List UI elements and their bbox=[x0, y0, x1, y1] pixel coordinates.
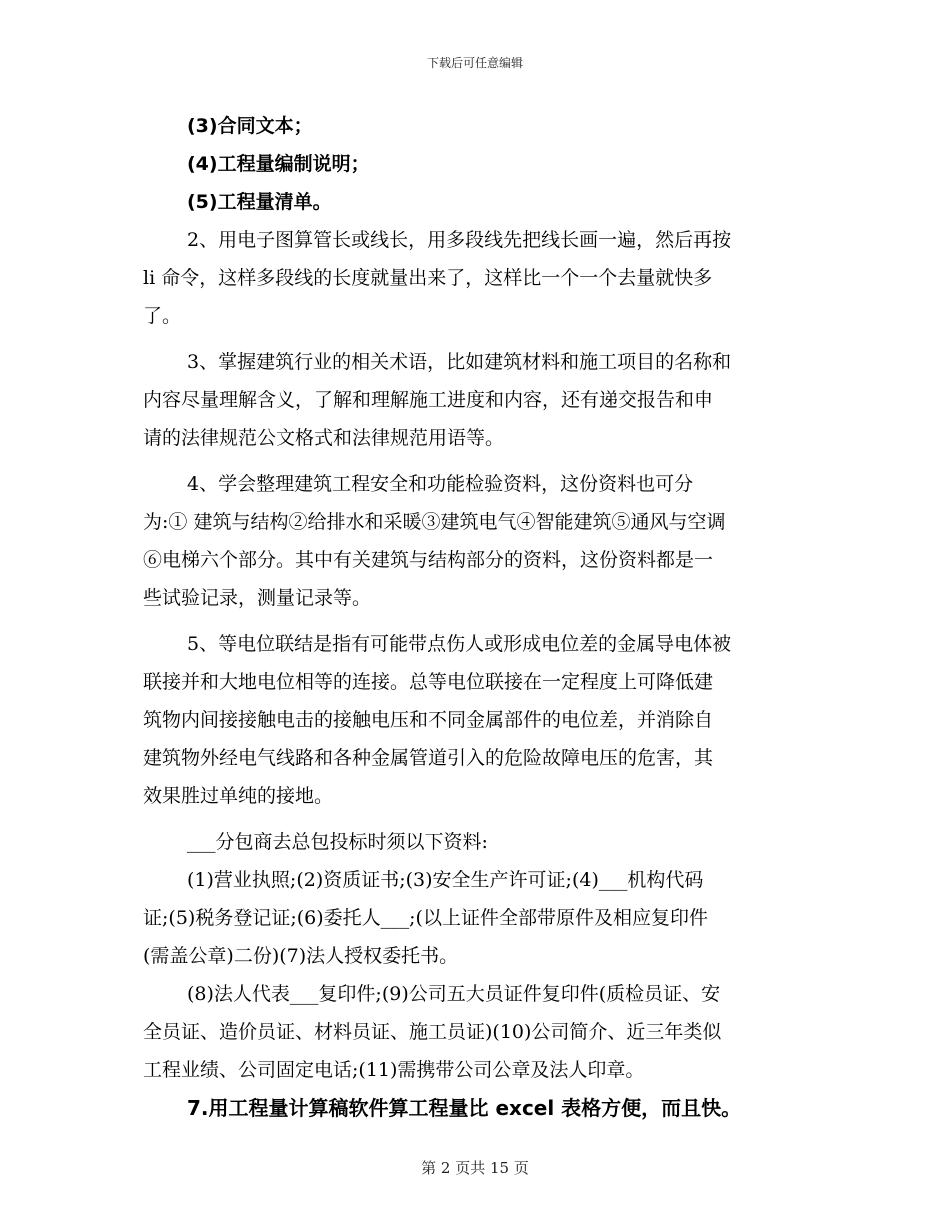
paragraph-5-line-3: 筑物内间接接触电击的接触电压和不同金属部件的电位差，并消除自 bbox=[143, 709, 714, 731]
list-item-contract-text: (3)合同文本； bbox=[187, 115, 313, 137]
paragraph-4-line-3: ⑥电梯六个部分。其中有关建筑与结构部分的资料，这份资料都是一 bbox=[143, 549, 714, 571]
paragraph-6-line-1: ___分包商去总包投标时须以下资料: bbox=[187, 831, 488, 853]
paragraph-5-line-4: 建筑物外经电气线路和各种金属管道引入的危险故障电压的危害，其 bbox=[143, 747, 714, 769]
paragraph-5-line-5: 效果胜过单纯的接地。 bbox=[143, 785, 334, 807]
document-body bbox=[143, 107, 811, 1127]
list-item-quantity-list: (5)工程量清单。 bbox=[187, 191, 332, 213]
list-item-quantity-notes: (4)工程量编制说明； bbox=[187, 153, 370, 175]
paragraph-7-line-1: (1)营业执照;(2)资质证书;(3)安全生产许可证;(4)___机构代码 bbox=[187, 869, 704, 891]
paragraph-8-line-2: 全员证、造价员证、材料员证、施工员证)(10)公司简介、近三年类似 bbox=[143, 1021, 722, 1043]
paragraph-3-line-3: 请的法律规范公文格式和法律规范用语等。 bbox=[143, 427, 505, 449]
paragraph-4-line-4: 些试验记录，测量记录等。 bbox=[143, 587, 372, 609]
paragraph-7-line-3: (需盖公章)二份)(7)法人授权委托书。 bbox=[143, 945, 459, 967]
paragraph-2-line-2: li 命令，这样多段线的长度就量出来了，这样比一个一个去量就快多 bbox=[143, 267, 713, 289]
paragraph-2-line-3: 了。 bbox=[143, 305, 182, 327]
paragraph-8-line-3: 工程业绩、公司固定电话;(11)需携带公司公章及法人印章。 bbox=[143, 1059, 645, 1081]
paragraph-8-line-1: (8)法人代表___复印件;(9)公司五大员证件复印件(质检员证、安 bbox=[187, 983, 721, 1005]
paragraph-3-line-2: 内容尽量理解含义，了解和理解施工进度和内容，还有递交报告和申 bbox=[143, 389, 714, 411]
page-footer: 第 2 页共 15 页 bbox=[421, 1159, 529, 1177]
paragraph-4-line-1: 4、学会整理建筑工程安全和功能检验资料，这份资料也可分 bbox=[187, 473, 694, 495]
heading-item-7: 7.用工程量计算稿软件算工程量比 excel 表格方便，而且快。 bbox=[187, 1096, 742, 1120]
paragraph-2-line-1: 2、用电子图算管长或线长，用多段线先把线长画一遍，然后再按 bbox=[187, 229, 732, 251]
paragraph-7-line-2: 证;(5)税务登记证;(6)委托人___;(以上证件全部带原件及相应复印件 bbox=[143, 907, 708, 929]
paragraph-3-line-1: 3、掌握建筑行业的相关术语，比如建筑材料和施工项目的名称和 bbox=[187, 351, 732, 373]
page-header: 下载后可任意编辑 bbox=[426, 56, 523, 70]
paragraph-5-line-2: 联接并和大地电位相等的连接。总等电位联接在一定程度上可降低建 bbox=[143, 671, 714, 693]
paragraph-5-line-1: 5、等电位联结是指有可能带点伤人或形成电位差的金属导电体被 bbox=[187, 633, 732, 655]
paragraph-4-line-2: 为:① 建筑与结构②给排水和采暖③建筑电气④智能建筑⑤通风与空调 bbox=[143, 511, 726, 533]
